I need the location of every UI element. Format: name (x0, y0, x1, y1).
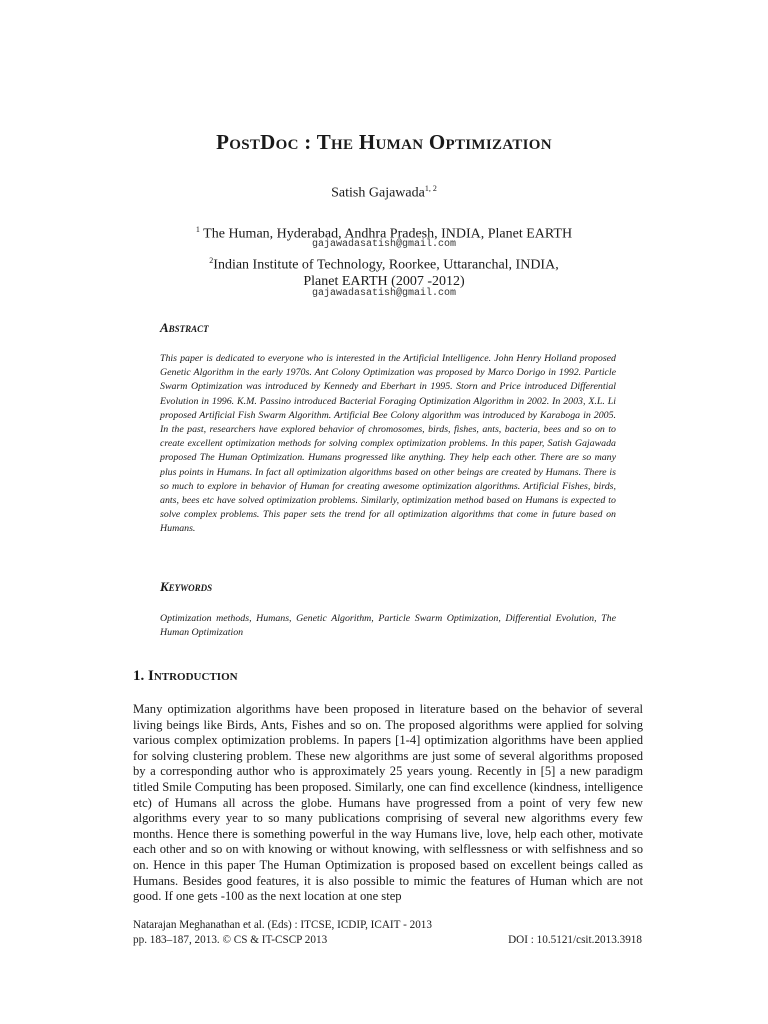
affiliation-2-email: gajawadasatish@gmail.com (311, 288, 457, 299)
abstract-text: This paper is dedicated to everyone who is interested in the Artificial Intelligence. John Henry Holland proposed Genetic Algorithm in the early 1970s. Ant Colony Optimization was proposed by Marco Dorigo in 1992. Particle Swarm Optimization was introduced by Kennedy and Eberhart in 1995. Storn and Price introduced Differential Evolution in 1996. K.M. Passino introduced Bacterial Foraging Optimization Algorithm in 2002. In 2003, X.L. Li proposed Artificial Fish Swarm Algorithm. Artificial Bee Colony algorithm was introduced by Karaboga in 2005. In the past, researchers have explored behavior of chromosomes, birds, fishes, ants, bacteria, bees and so on to create excellent optimization methods for solving complex optimization problems. In this paper, Satish Gajawada proposed The Human Optimization. Humans progressed like anything. They help each other. There are so many plus points in Humans. In fact all optimization algorithms based on other beings are created by Humans. There is so much to explore in behavior of Human for creating awesome optimization algorithms. Artificial Fishes, birds, ants, bees etc have solved optimization problems. Similarly, optimization method based on Humans is expected to solve complex problems. This paper sets the trend for all optimization algorithms that come in future based on Humans. (160, 353, 616, 535)
keywords-heading: Keywords (160, 579, 213, 594)
abstract-heading: Abstract (160, 320, 209, 335)
footer-editors: Natarajan Meghanathan et al. (Eds) : ITCSE, ICDIP, ICAIT - 2013 (133, 919, 432, 931)
author-superscript: 1, 2 (424, 184, 437, 193)
introduction-text: Many optimization algorithms have been proposed in literature based on the behavior of several living beings like Birds, Ants, Fishes and so on. The proposed algorithms were applied for solving various complex optimization problems. In papers [1-4] optimization algorithms have been applied for solving clustering problem. These new algorithms are just some of several algorithms proposed by a corresponding author who is approximately 25 years young. Recently in [5] a new paradigm titled Smile Computing has been proposed. Similarly, one can find excellence (kindness, intelligence etc) of Humans all across the globe. Humans have progressed from a point of very few new algorithms every year to so many publications comprising of several new algorithms every few months. Hence there is something powerful in the way Humans live, love, help each other, motivate each other and so on with knowing or without knowing, with selflessness or with selfishness and so on. Hence in this paper The Human Optimization is proposed based on excellent beings called as Humans. Besides good features, it is also possible to mimic the features of Human which are not good. If one gets -100 as the next location at one step (133, 702, 643, 904)
affiliation-2-marker: 2 (209, 256, 214, 265)
paper-title: PostDoc : The Human Optimization (216, 130, 552, 154)
affiliation-2-line2: Planet EARTH (2007 -2012) (303, 273, 465, 289)
introduction-title: Introduction (148, 668, 238, 684)
keywords-text: Optimization methods, Humans, Genetic Algorithm, Particle Swarm Optimization, Differential Evolution, The Human Optimization (160, 613, 616, 639)
affiliation-1-text: The Human, Hyderabad, Andhra Pradesh, INDIA, Planet EARTH (203, 226, 573, 242)
footer-citation (133, 918, 432, 948)
affiliation-1-email: gajawadasatish@gmail.com (311, 239, 457, 250)
author-name: Satish Gajawada (331, 185, 425, 201)
footer-pages: pp. 183–187, 2013. © CS & IT-CSCP 2013 (133, 934, 328, 946)
affiliation-2 (0, 253, 768, 290)
affiliation-2-text: Indian Institute of Technology, Roorkee, Uttaranchal, INDIA, (213, 257, 559, 273)
affiliation-1-marker: 1 (195, 225, 200, 234)
affiliation-2-line1 (0, 253, 768, 274)
footer-doi: DOI : 10.5121/csit.2013.3918 (508, 934, 642, 946)
introduction-number: 1. (133, 668, 145, 684)
author-line (0, 184, 768, 202)
introduction-heading (133, 668, 238, 685)
